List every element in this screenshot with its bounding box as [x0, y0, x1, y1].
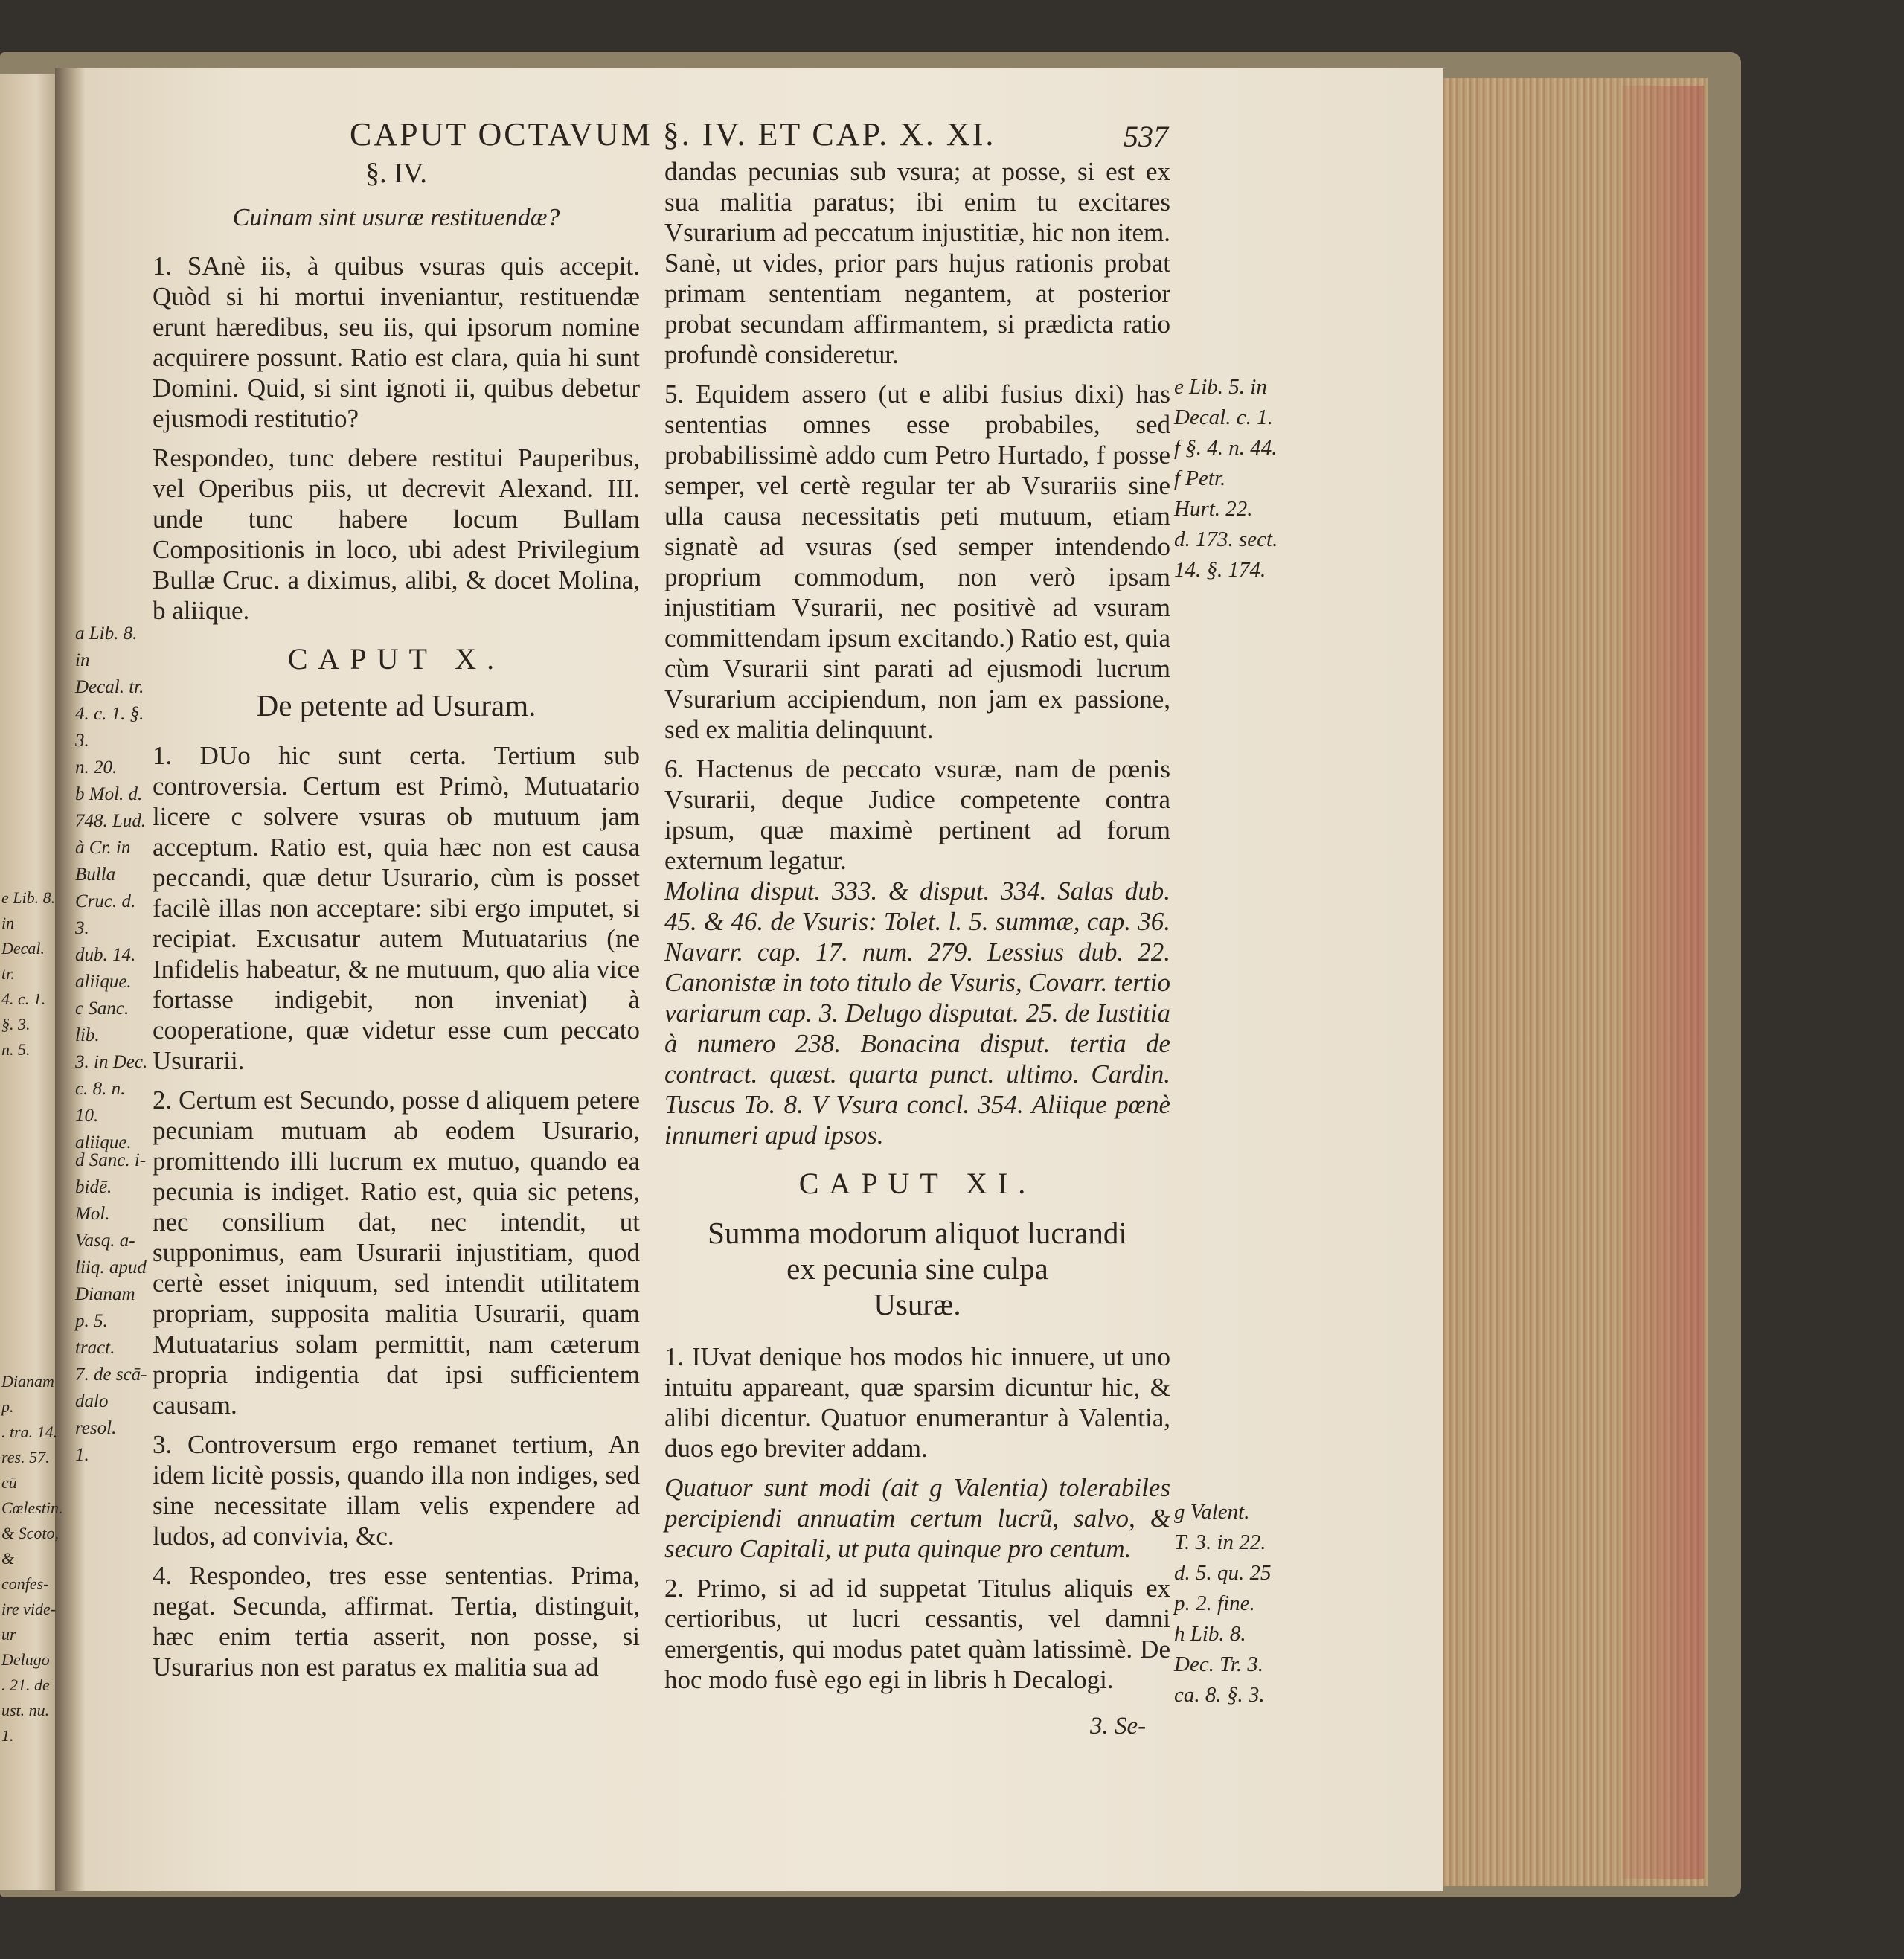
- paragraph: 2. Certum est Secundo, posse d aliquem petere pecuniam mutuam ab eodem Usurario, promittendo illi lucrum ex mutuo, quando ea pecunia is indiget. Ratio est, quia sic petens, nec consilium dat, nec intendit, ut supponimus, eam Usurarii injustitiam, quod certè esset iniquum, sed intendit utilitatem propriam, supposita malitia Usurarii, quam Mutuatarius solam permittit, nam cæterum propria indigentia dat ipsi sufficientem causam.: [153, 1086, 640, 1420]
- paragraph: 1. IUvat denique hos modos hic innuere, ut uno intuitu appareant, quæ sparsim dicuntur hic, & alibi dicentur. Quatuor enumerantur à Valentia, duos ego breviter addam.: [664, 1342, 1170, 1463]
- paragraph: dandas pecunias sub vsura; at posse, si est ex sua malitia paratus; ibi enim tu excitares Vsurarium ad peccatum injustitiæ, hic non item. Sanè, ut vides, prior pars hujus rationis probat primam sententiam negantem, at posterior probat secundam affirmantem, si prædicta ratio profundè consideretur.: [664, 157, 1170, 369]
- citation-list: Molina disput. 333. & disput. 334. Salas dub. 45. & 46. de Vsuris: Tolet. l. 5. summæ, cap. 36. Navarr. cap. 17. num. 279. Lessius dub. 22. Canonistæ in toto titulo de Vsuris, Covarr. tertio variarum cap. 3. Delugo disputat. 25. de Iustitia à numero 238. Bonacina disput. tertia de contract. quæst. quarta punct. ultimo. Cardin. Tuscus To. 8. V Vsura concl. 354. Aliique pœnè innumeri apud ipsos.: [664, 876, 1170, 1150]
- paragraph: 1. SAnè iis, à quibus vsuras quis accepit. Quòd si hi mortui inveniantur, restituendæ erunt hæredibus, seu iis, qui ipsorum nomine acquirere possunt. Ratio est clara, quia hi sunt Domini. Quid, si sint ignoti ii, quibus debetur ejusmodi restitutio?: [153, 251, 640, 433]
- previous-page-margin-note: e Lib. 8. in Decal. tr. 4. c. 1. §. 3. n. 5.: [1, 888, 56, 1059]
- margin-note: a Lib. 8. in Decal. tr. 4. c. 1. §. 3. n. 20. b Mol. d. 748. Lud. à Cr. in Bulla Cruc. d. 3. dub. 14. aliique. c Sanc. lib. 3. in Dec. c. 8. n. 10. aliique.: [75, 623, 148, 1152]
- red-edge-stain: [1622, 86, 1704, 1879]
- running-head: CAPUT OCTAVUM §. IV. ET CAP. X. XI.: [350, 116, 996, 153]
- section-heading: §. IV.: [365, 158, 427, 189]
- margin-note: d Sanc. i- bidē. Mol. Vasq. a- liiq. apud Dianam p. 5. tract. 7. de scā- dalo resol. 1.: [75, 1150, 147, 1465]
- chapter-title: De petente ad Usuram.: [256, 688, 536, 722]
- paragraph: 5. Equidem assero (ut e alibi fusius dixi) has sententias omnes esse probabiles, sed probabilissimè addo cum Petro Hurtado, f posse semper, vel certè regular ter ab Vsurariis sine ulla causa necessitatis peti mutuum, etiam signatè ad vsuras (sed semper intendendo proprium commodum, non verò ipsam injustitiam Vsurarii, nec positivè ad vsuram committendam ipsum excitando.) Ratio est, quia cùm Vsurarii sint parati ad ejusmodi lucrum Vsurarium accipiendum, non jam ex passione, sed ex malitia delinquunt.: [664, 379, 1170, 744]
- paragraph: Respondeo, tunc debere restitui Pauperibus, vel Operibus piis, ut decrevit Alexand. III. unde tunc habere locum Bullam Compositionis in loco, ubi adest Privilegium Bullæ Cruc. a diximus, alibi, & docet Molina, b aliique.: [153, 443, 640, 625]
- paragraph: 1. DUo hic sunt certa. Tertium sub controversia. Certum est Primò, Mutuatario licere c solvere vsuras ob mutuum jam acceptum. Ratio est, quia hæc non est causa peccandi, quæ detur Usurario, cùm is posset facilè illas non acceptare: sibi ergo imputet, si recipiat. Excusatur autem Mutuatarius (ne Infidelis habeatur, & ne mutuum, quo alia vice fortasse indigebit, non inveniat) à cooperatione, quæ videtur esse cum peccato Usurarii.: [153, 741, 640, 1075]
- right-text-column: [664, 156, 1170, 1695]
- quotation: Quatuor sunt modi (ait g Valentia) tolerabiles percipiendi annuatim certum lucrũ, salvo, & securo Capitali, ut puta quinque pro centum.: [664, 1473, 1170, 1563]
- chapter-title-line: ex pecunia sine culpa: [786, 1251, 1048, 1286]
- chapter-title: [664, 1215, 1170, 1322]
- page-number: 537: [1124, 120, 1168, 153]
- margin-note: e Lib. 5. in Decal. c. 1. f §. 4. n. 44. f Petr. Hurt. 22. d. 173. sect. 14. §. 174.: [1174, 375, 1278, 582]
- paragraph: 6. Hactenus de peccato vsuræ, nam de pœnis Vsurarii, deque Judice competente contra ipsum, quæ maximè pertinent ad forum externum legatur.: [664, 754, 1170, 875]
- left-text-column: [153, 153, 640, 1682]
- margin-note: g Valent. T. 3. in 22. d. 5. qu. 25 p. 2. fine. h Lib. 8. Dec. Tr. 3. ca. 8. §. 3.: [1174, 1500, 1272, 1707]
- paragraph: 4. Respondeo, tres esse sententias. Prima, negat. Secunda, affirmat. Tertia, distinguit, hæc enim tertia asserit, non posse, si Usurarius non est paratus ex malitia sua ad: [153, 1561, 640, 1681]
- chapter-title-line: Usuræ.: [874, 1287, 961, 1321]
- section-subheading: Cuinam sint usuræ restituendæ?: [232, 204, 560, 231]
- paragraph: 3. Controversum ergo remanet tertium, An idem licitè possis, quando illa non indiges, sed sine necessitate illam velis expendere ad ludos, ad convivia, &c.: [153, 1430, 640, 1551]
- chapter-heading: CAPUT X.: [287, 642, 505, 676]
- chapter-heading: CAPUT XI.: [798, 1167, 1036, 1200]
- paragraph: 2. Primo, si ad id suppetat Titulus aliquis ex certioribus, ut lucri cessantis, vel damni emergentis, qui modus patet quàm latissimè. De hoc modo fusè ego egi in libris h Decalogi.: [664, 1574, 1170, 1694]
- catchword: 3. Se-: [1090, 1713, 1147, 1740]
- chapter-title-line: Summa modorum aliquot lucrandi: [708, 1216, 1127, 1250]
- previous-page-margin-note-2: Dianam p. . tra. 14. res. 57. cū Cœlestin. & Scoto, & confes- ire vide- ur Delugo . 21. de ust. nu. 1.: [1, 1372, 63, 1745]
